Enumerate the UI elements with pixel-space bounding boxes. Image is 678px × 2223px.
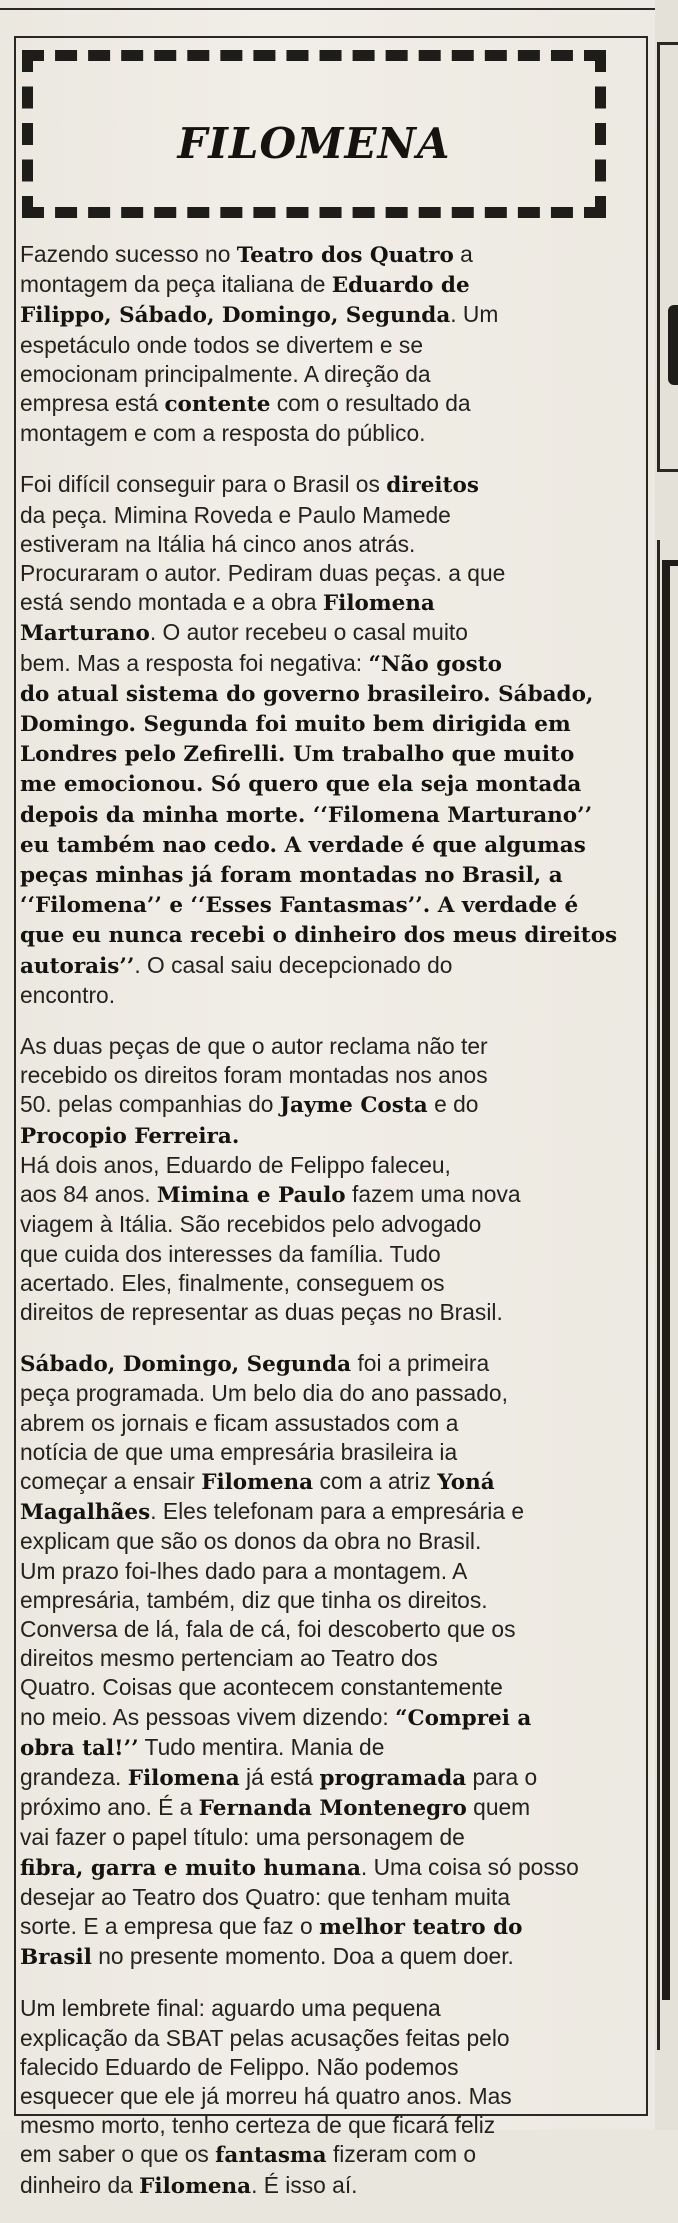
text-run: recebido os direitos foram montadas nos anos [20,1062,488,1089]
text-line [20,769,640,799]
text-run: emocionam principalmente. A direção da [20,360,431,387]
bold-text: Brasil [20,1945,92,1971]
text-run: no presente momento. Doa a quem doer. [91,1943,514,1970]
text-line [20,1349,640,1379]
text-run: fizeram com o [326,2141,477,2168]
article-paragraph [20,470,640,1010]
text-run: . Um [450,301,499,328]
text-line [20,679,640,709]
text-line [20,1032,640,1061]
text-line [20,1557,640,1586]
text-run: já está [239,1763,320,1790]
text-line [20,240,640,270]
bold-text: Domingo. Segunda foi muito bem dirigida em [20,712,571,738]
text-run: da peça. Mimina Roveda e Paulo Mamede [20,501,451,528]
bold-text: Londres pelo Zefirelli. Um trabalho que muito [20,742,575,768]
text-run: direitos mesmo pertenciam ao Teatro dos [20,1645,438,1672]
text-line [20,1703,640,1733]
text-line [20,709,640,739]
text-line [20,1883,640,1912]
text-run: dinheiro da [20,2171,140,2198]
article-paragraph [20,1032,640,1327]
text-run: As duas peças de que o autor reclama não ter [20,1033,488,1060]
text-line [20,1467,640,1497]
text-line [20,1379,640,1408]
title-frame [22,50,606,218]
text-run: mesmo morto, tenho certeza de que ficará feliz [20,2112,496,2139]
bold-text: do atual sistema do governo brasileiro. Sábado, [20,681,594,707]
text-run: vai fazer o papel título: uma personagem de [20,1824,465,1851]
text-line [20,2171,640,2201]
text-line [20,1763,640,1793]
text-run: grandeza. [20,1763,128,1790]
bold-text: obra tal!’’ [20,1735,139,1761]
text-line [20,860,640,890]
text-line [20,1793,640,1823]
bold-text: “Não gosto [368,651,502,677]
bold-text: Procopio Ferreira. [20,1123,240,1149]
bold-text: fibra, garra e muito humana [20,1855,361,1881]
text-run: direitos de representar as duas peças no Brasil. [20,1298,503,1325]
bold-text: direitos [386,473,479,499]
bold-text: contente [164,392,271,418]
text-run: a [453,241,473,267]
text-line [20,530,640,559]
text-line [20,1409,640,1438]
text-run: explicam que são os donos da obra no Brasil. [20,1528,482,1555]
text-run: Quatro. Coisas que acontecem constantemente [20,1674,503,1701]
bold-text: “Comprei a [395,1705,532,1731]
text-run: fazem uma nova [345,1181,521,1208]
text-run: . O autor recebeu o casal muito [149,619,468,646]
text-line [20,1298,640,1327]
text-run: foi a primeira [351,1350,490,1377]
text-line [20,588,640,618]
bold-text: depois da minha morte. ‘‘Filomena Marturano’’ [20,802,593,828]
text-line [20,501,640,530]
text-run: falecido Eduardo de Felippo. Não podemos [20,2053,459,2080]
bold-text: Filomena [322,591,435,617]
text-line [20,739,640,769]
bold-text: peças minhas já foram montadas no Brasil, a [20,863,563,889]
text-line [20,1912,640,1942]
text-run: . Uma coisa só posso [360,1853,579,1880]
bold-text: que eu nunca recebi o dinheiro dos meus direitos [20,923,618,949]
text-run: explicação da SBAT pelas acusações feitas pelo [20,2024,510,2051]
bold-text: Marturano [20,621,150,647]
bold-text: Yoná [437,1469,495,1495]
text-run: acertado. Eles, finalmente, conseguem os [20,1269,445,1296]
text-run: . O casal saiu decepcionado do [134,951,453,978]
text-run: sorte. E a empresa que faz o [20,1912,320,1939]
text-line [20,920,640,950]
text-run: notícia de que uma empresária brasileira ia [20,1438,458,1465]
text-line [20,270,640,300]
text-line [20,1615,640,1644]
text-line [20,1527,640,1556]
text-run: empresária, também, diz que tinha os direitos. [20,1586,488,1613]
article-paragraph [20,1994,640,2200]
text-line [20,1497,640,1527]
bold-text: programada [319,1765,467,1791]
bold-text: Filippo, Sábado, Domingo, Segunda [20,303,451,329]
text-line [20,1853,640,1883]
text-line [20,1673,640,1702]
bold-text: Sábado, Domingo, Segunda [20,1352,352,1378]
text-run: viagem à Itália. São recebidos pelo advogado [20,1211,482,1238]
text-line [20,419,640,448]
text-run: no meio. As pessoas vivem dizendo: [20,1703,396,1730]
text-line [20,2082,640,2111]
text-line [20,1586,640,1615]
text-line [20,1823,640,1852]
adjacent-box-top [657,42,678,472]
text-line [20,2111,640,2140]
text-run: desejar ao Teatro dos Quatro: que tenham muita [20,1883,511,1910]
text-run: Conversa de lá, fala de cá, foi descoberto que os [20,1615,516,1642]
text-line [20,1240,640,1269]
bold-text: eu também nao cedo. A verdade é que algumas [20,832,586,858]
text-run: próximo ano. É a [20,1794,199,1821]
text-line [20,1644,640,1673]
text-run: Tudo mentira. Mania de [138,1733,385,1760]
text-line [20,1180,640,1210]
text-run: está sendo montada e a obra [20,589,323,616]
text-line [20,618,640,648]
text-run: Fazendo sucesso no [20,241,237,267]
text-run: montagem da peça italiana de [20,271,332,298]
text-line [20,1151,640,1180]
text-line [20,2140,640,2170]
bold-text: fantasma [215,2143,327,2169]
bold-text: me emocionou. Só quero que ela seja montada [20,772,582,798]
bold-text: Mimina e Paulo [156,1183,346,1209]
text-line [20,1090,640,1120]
text-run: . Eles telefonam para a empresária e [150,1498,525,1525]
bold-text: melhor teatro do [319,1914,523,1940]
bold-text: Filomena [139,2173,252,2199]
article-paragraph [20,1349,640,1972]
text-line [20,559,640,588]
text-line [20,470,640,500]
text-line [20,389,640,419]
text-run: que cuida dos interesses da família. Tudo [20,1240,441,1267]
text-run: 50. pelas companhias do [20,1091,280,1118]
text-run: Foi difícil conseguir para o Brasil os [20,471,387,498]
bold-text: Eduardo de [331,273,470,299]
bold-text: Filomena [127,1765,240,1791]
text-line [20,1121,640,1151]
article-title: FILOMENA [177,119,451,168]
text-line [20,981,640,1010]
bold-text: Magalhães [20,1500,151,1526]
text-run: espetáculo onde todos se divertem e se [20,331,423,358]
text-run: estiveram na Itália há cinco anos atrás. [20,530,416,557]
text-run: encontro. [20,981,116,1008]
text-line [20,830,640,860]
text-run: com o resultado da [270,390,471,417]
text-line [20,1061,640,1090]
text-run: Um prazo foi-lhes dado para a montagem. A [20,1557,468,1584]
text-line [20,300,640,330]
text-run: e do [427,1091,479,1118]
text-run: Um lembrete final: aguardo uma pequena [20,1995,441,2022]
text-line [20,890,640,920]
top-rule [0,8,678,10]
text-line [20,1994,640,2023]
bold-text: Fernanda Montenegro [198,1796,467,1822]
article-body [20,240,640,2223]
text-line [20,2024,640,2053]
bold-text: Teatro dos Quatro [236,243,454,268]
text-line [20,1438,640,1467]
bold-text: Jayme Costa [279,1093,428,1119]
text-line [20,1210,640,1239]
text-run: peça programada. Um belo dia do ano passado, [20,1380,508,1407]
text-run: para o [466,1763,538,1790]
text-line [20,649,640,679]
text-run: . É isso aí. [251,2171,358,2198]
text-run: em saber o que os [20,2141,216,2168]
text-run: montagem e com a resposta do público. [20,420,426,447]
text-line [20,951,640,981]
text-run: bem. Mas a resposta foi negativa: [20,649,369,676]
text-line [20,2053,640,2082]
adjacent-ink-mark [668,305,678,385]
text-run: esquecer que ele já morreu há quatro anos. Mas [20,2082,512,2109]
bold-text: Filomena [201,1469,314,1495]
bold-text: autorais’’ [20,953,135,979]
text-line [20,1942,640,1972]
text-line [20,1733,640,1763]
article-paragraph [20,240,640,448]
bold-text: ‘‘Filomena’’ e ‘‘Esses Fantasmas’’. A verdade é [20,893,579,919]
text-line [20,800,640,830]
text-run: quem [466,1794,531,1821]
text-run: empresa está [20,390,165,417]
text-line [20,331,640,360]
adjacent-inner-rule [662,560,678,2000]
text-run: Há dois anos, Eduardo de Felippo faleceu, [20,1151,451,1178]
text-run: com a atriz [313,1467,438,1494]
text-run: aos 84 anos. [20,1181,157,1208]
text-line [20,1269,640,1298]
text-run: começar a ensair [20,1467,202,1494]
text-run: Procuraram o autor. Pediram duas peças. a que [20,560,506,587]
text-run: abrem os jornais e ficam assustados com a [20,1409,459,1436]
text-line [20,360,640,389]
